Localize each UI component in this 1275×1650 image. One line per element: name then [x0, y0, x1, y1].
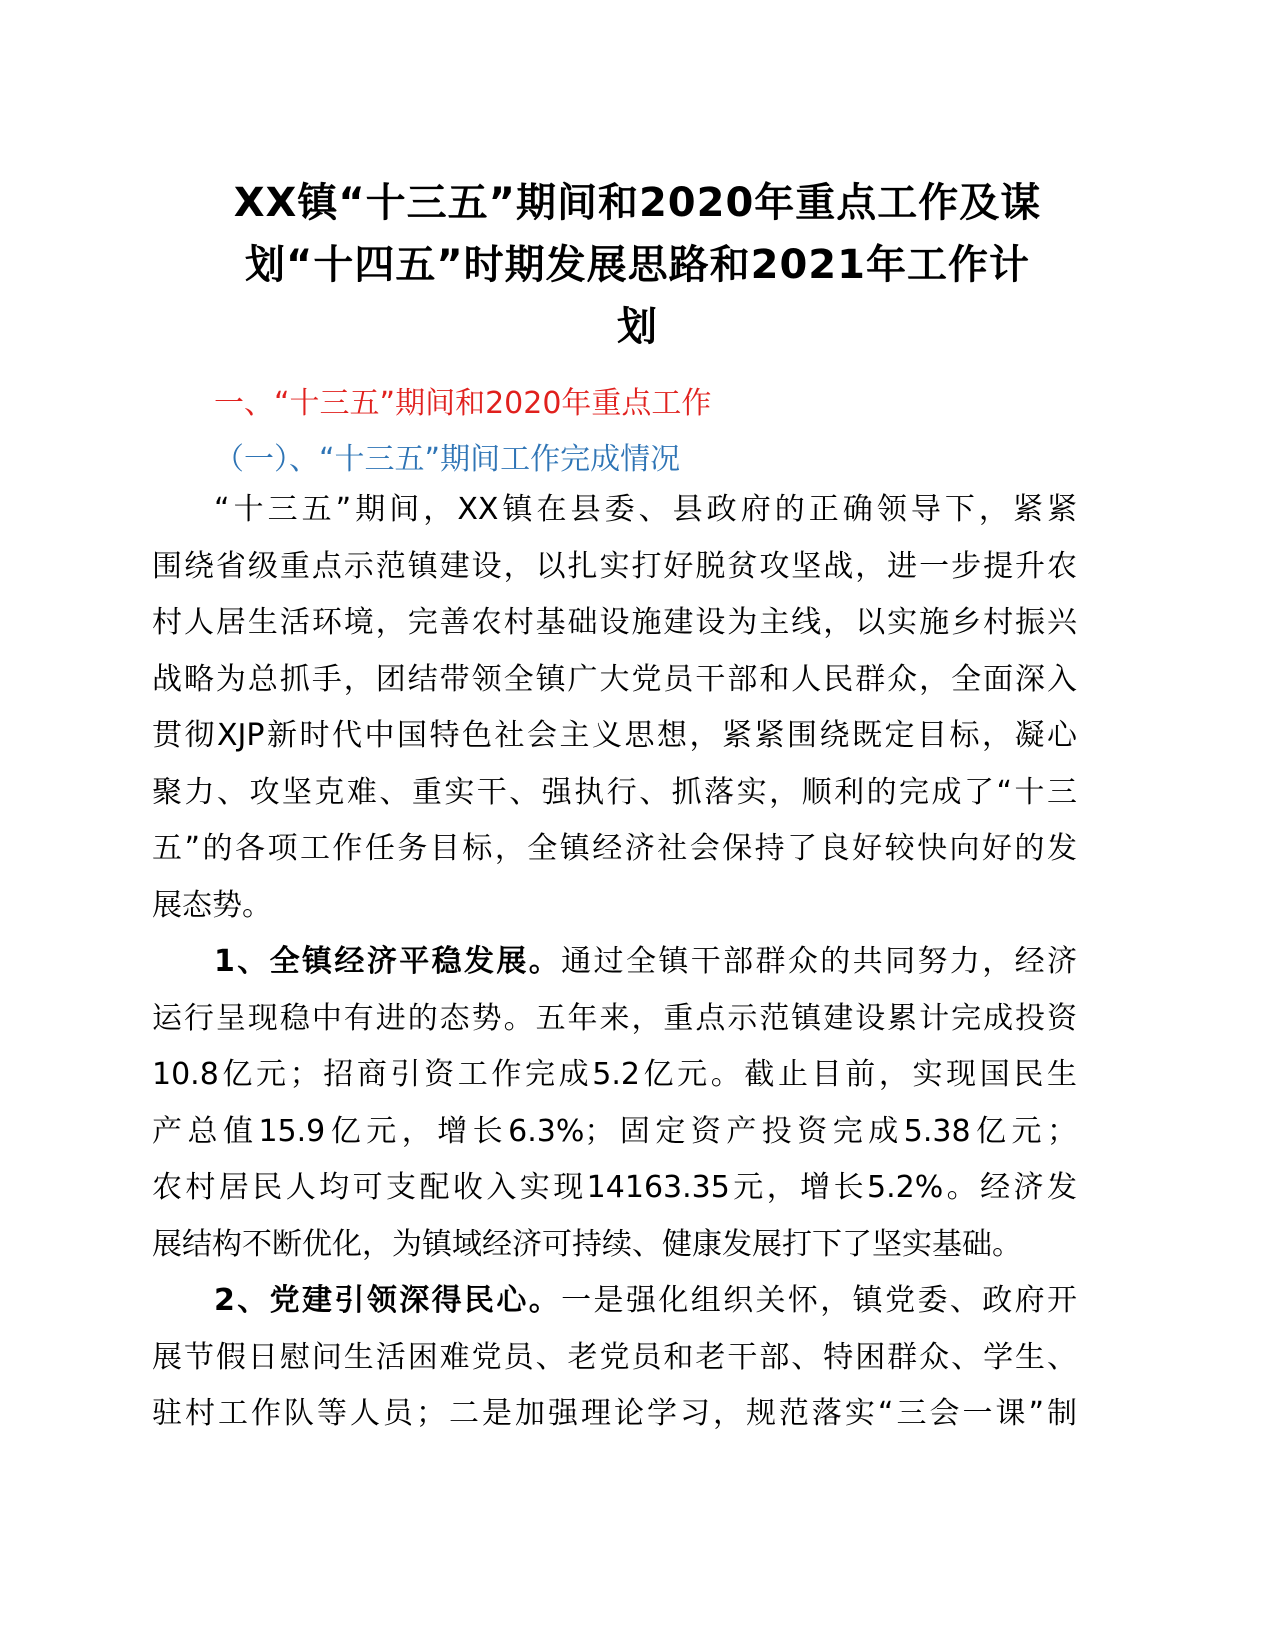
paragraph-line: 展结构不断优化，为镇域经济可持续、健康发展打下了坚实基础。 [152, 1226, 1022, 1262]
paragraph-line: 五”的各项工作任务目标，全镇经济社会保持了良好较快向好的发 [152, 831, 1077, 866]
paragraph-line: 驻村工作队等人员；二是加强理论学习，规范落实“三会一课”制 [152, 1396, 1077, 1431]
item-lead-bold: 2、党建引领深得民心。 [214, 1283, 562, 1318]
paragraph-line [152, 934, 1077, 991]
paragraph-line: 聚力、攻坚克难、重实干、强执行、抓落实，顺利的完成了“十三 [152, 774, 1077, 810]
paragraph-line: 战略为总抓手，团结带领全镇广大党员干部和人民群众，全面深入 [152, 661, 1077, 697]
title-line: 划 [617, 304, 658, 350]
paragraph-line: 10.8亿元；招商引资工作完成5.2亿元。截止目前，实现国民生 [152, 1057, 1077, 1092]
paragraph-line: 贯彻XJP新时代中国特色社会主义思想，紧紧围绕既定目标，凝心 [152, 718, 1077, 753]
paragraph-line: 展节假日慰问生活困难党员、老党员和老干部、特困群众、学生、 [152, 1339, 1077, 1375]
paragraph-line: 农村居民人均可支配收入实现14163.35元，增长5.2%。经济发 [152, 1170, 1077, 1205]
paragraph-line: 产总值15.9亿元，增长6.3%；固定资产投资完成5.38亿元； [152, 1113, 1077, 1149]
document-title [150, 172, 1125, 358]
paragraph-line: 村人居生活环境，完善农村基础设施建设为主线，以实施乡村振兴 [152, 605, 1077, 640]
body-text [152, 482, 1077, 1443]
title-line: 划“十四五”时期发展思路和2021年工作计 [245, 242, 1030, 288]
paragraph-line: “十三五”期间，XX镇在县委、县政府的正确领导下，紧紧 [214, 492, 1077, 527]
title-line: XX镇“十三五”期间和2020年重点工作及谋 [233, 180, 1042, 226]
item-lead-text: 一是强化组织关怀，镇党委、政府开 [561, 1283, 1078, 1318]
section-heading-2: （一）、“十三五”期间工作完成情况 [214, 442, 681, 477]
paragraph-line [152, 1273, 1077, 1330]
paragraph-line: 运行呈现稳中有进的态势。五年来，重点示范镇建设累计完成投资 [152, 1000, 1077, 1036]
item-lead-bold: 1、全镇经济平稳发展。 [214, 944, 562, 979]
section-heading-1: 一、“十三五”期间和2020年重点工作 [214, 386, 712, 421]
item-lead-text: 通过全镇干部群众的共同努力，经济 [561, 944, 1078, 979]
paragraph-line: 展态势。 [152, 887, 272, 923]
paragraph-line: 围绕省级重点示范镇建设，以扎实打好脱贫攻坚战，进一步提升农 [152, 548, 1077, 584]
